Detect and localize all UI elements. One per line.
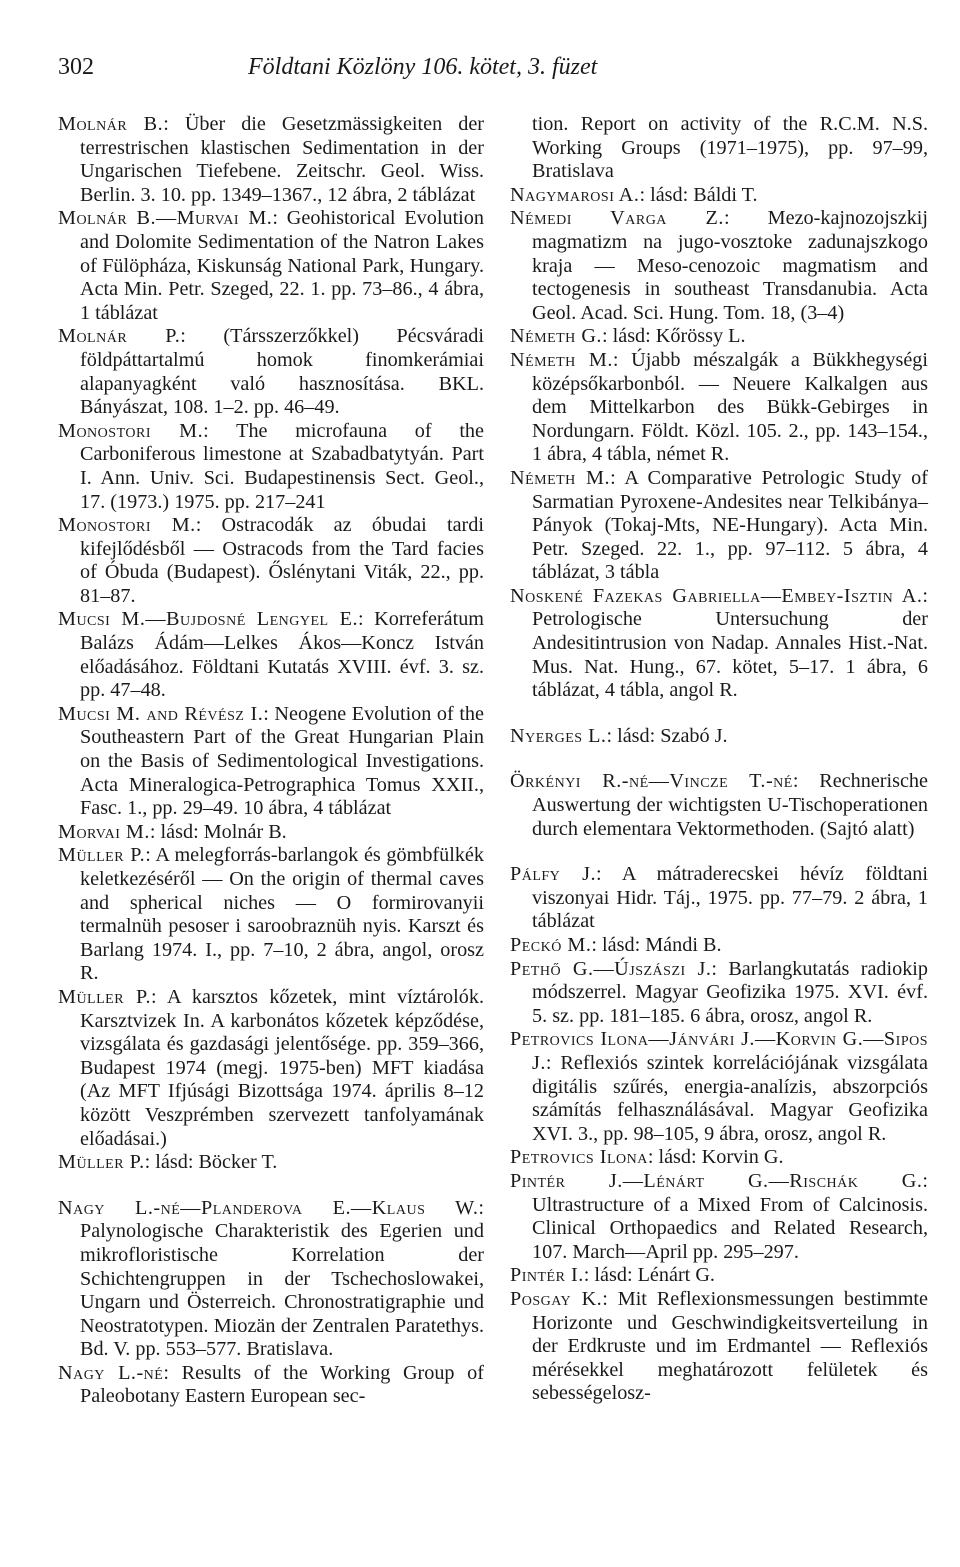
entry-author: Nagy L.-né: [58, 1361, 164, 1384]
entry-author: Müller P.: [58, 844, 146, 867]
entry-author: Pálfy J.: [510, 863, 597, 886]
entry-text: : Ostracodák az óbudai tardi kifejlődésből — Ostracods from the Tard facies of Óbuda (Budapest). Őslénytani Viták, 22., pp. 81–87.: [80, 514, 484, 607]
entry-text: : Mezo-kajnozojszkij magmatizm na jugo-vosztoke zadunajszkogo kraja — Meso-cenozoic magmatism and tectogenesis in southeast Transdanubia. Acta Geol. Acad. Sci. Hung. Tom. 18, (3–4): [532, 207, 929, 324]
bibliography-entry: [510, 325, 928, 349]
bibliography-entry: [58, 703, 484, 821]
bibliography-entry: [58, 113, 484, 207]
entry-author: Molnár B.—Murvai M.: [58, 207, 273, 230]
entry-author: Pintér J.—Lénárt G.—Rischák G.: [510, 1169, 923, 1192]
bibliography-entry: [510, 113, 928, 184]
bibliography-entry: [58, 986, 484, 1151]
bibliography-entry: [58, 420, 484, 514]
bibliography-entry: [510, 1028, 928, 1146]
entry-text: : lásd: Mándi B.: [591, 934, 722, 956]
bibliography-entry: [510, 725, 928, 749]
entry-text: : A Comparative Petrologic Study of Sarmatian Pyroxene-Andesites near Telkibánya–Pányok (Tokaj-Mts, NE-Hungary). Acta Min. Petr. Szeged. 22. 1., pp. 97–112. 5 ábra, 4 táblázat, 3 tábla: [532, 466, 929, 584]
bibliography-entry: [510, 184, 928, 208]
bibliography-entry: [510, 770, 928, 841]
entry-author: Nagymarosi A.: [510, 183, 640, 206]
bibliography-entry: [510, 349, 928, 467]
page-number: 302: [58, 54, 94, 80]
entry-author: Monostori M.: [58, 419, 204, 442]
entry-text: : A mátraderecskei hévíz földtani viszonyai Hidr. Táj., 1975. pp. 77–79. 2 ábra, 1 táblázat: [532, 863, 928, 933]
entry-text: : lásd: Kőrössy L.: [601, 325, 746, 348]
entry-text: : Results of the Working Group of Paleobotany Eastern European sec-: [80, 1361, 484, 1408]
bibliography-entry: [58, 821, 484, 845]
entry-author: Molnár P.: [58, 325, 181, 348]
entry-author: Molnár B.: [58, 113, 164, 135]
entry-author: Müller P.: [58, 1151, 145, 1174]
entry-text: : Über die Gesetzmässigkeiten der terrestrischen klastischen Sedimentation in der Ungarischen Tiefebene. Zeitschr. Geol. Wiss. Berlin. 3. 10. pp. 1349–1367., 12 ábra, 2 táblázat: [80, 113, 484, 206]
entry-text: : Neogene Evolution of the Southeastern Part of the Great Hungarian Plain on the Basis of Sedimentological Investigations. Acta Mineralogica-Petrographica Tomus XXII., Fasc. 1., pp. 29–49. 10 ábra, 4 táblázat: [80, 702, 484, 820]
entry-text: : Palynologische Charakteristik des Egerien und mikrofloristische Korrelation der Schichtengruppen in der Tschechoslowakei, Ungarn und Österreich. Chronostratigraphie und Neostratotypen. Miozän der Zentralen Paratethys. Bd. V. pp. 553–577. Bratislava.: [80, 1196, 484, 1361]
entry-text: : Barlangkutatás radiokip módszerrel. Magyar Geofizika 1975. XVI. évf. 5. sz. pp. 181–185. 6 ábra, orosz, angol R.: [532, 957, 928, 1027]
bibliography-entry: [510, 467, 928, 585]
bibliography-entry: [58, 1362, 484, 1409]
entry-author: Monostori M.: [58, 514, 196, 537]
bibliography-entry: [58, 1151, 484, 1175]
entry-author: Posgay K.: [510, 1287, 603, 1310]
bibliography-entry: [510, 1288, 928, 1406]
entry-text: : lásd: Korvin G.: [647, 1146, 784, 1169]
bibliography-entry: [58, 1197, 484, 1362]
entry-author: Nagy L.-né—Planderova E.—Klaus W.: [58, 1196, 479, 1219]
entry-author: Petrovics Ilona: [510, 1146, 648, 1169]
bibliography-entry: [58, 514, 484, 608]
entry-text: tion. Report on activity of the R.C.M. N.S. Working Groups (1971–1975), pp. 97–99, Bratislava: [532, 113, 928, 183]
entry-author: Némedi Varga Z.: [510, 207, 724, 230]
entry-text: : A melegforrás-barlangok és gömbfülkék keletkezéséről — On the origin of thermal caves and spherical niches — O formirovanyii termalnüh pesoser i saroobraznüh nyis. Karszt és Barlang 1974. I., pp. 7–10, 2 ábra, angol, orosz R.: [80, 844, 484, 985]
left-column: [58, 113, 484, 1409]
bibliography-entry: [510, 1146, 928, 1170]
entry-text: : Rechnerische Auswertung der wichtigsten U-Tischoperationen durch elementara Vektormethoden. (Sajtó alatt): [532, 770, 928, 840]
entry-author: Peckó M.: [510, 934, 592, 956]
entry-text: : lásd: Böcker T.: [144, 1151, 278, 1174]
bibliography-entry: [510, 1264, 928, 1288]
entry-text: : The microfauna of the Carboniferous limestone at Szabadbatytyán. Part I. Ann. Univ. Sci. Budapestinensis Sect. Geol., 17. (1973.) 1975. pp. 217–241: [80, 419, 484, 513]
bibliography-entry: [510, 585, 928, 703]
entry-author: Örkényi R.-né—Vincze T.-né: [510, 770, 793, 793]
entry-author: Németh M.: [510, 348, 613, 371]
bibliography-entry: [510, 958, 928, 1029]
bibliography-entry: [510, 207, 928, 325]
bibliography-entry: [58, 608, 484, 702]
entry-text: : lásd: Molnár B.: [149, 820, 287, 843]
entry-author: Morvai M.: [58, 820, 150, 843]
entry-text: : Újabb mészalgák a Bükkhegységi középsőkarbonból. — Neuere Kalkalgen aus dem Mittelkarbon des Bükk-Gebirges in Nordungarn. Földt. Közl. 105. 2., pp. 143–154., 1 ábra, 4 tábla, német R.: [532, 348, 929, 466]
entry-text: : Reflexiós szintek korrelációjának vizsgálata digitális szűrés, energia-analízis, abszorpciós számítás felhasználásával. Magyar Geofizika XVI. 3., pp. 98–105, 9 ábra, orosz, angol R.: [532, 1051, 928, 1145]
journal-title: Földtani Közlöny 106. kötet, 3. füzet: [248, 54, 598, 80]
entry-author: Nyerges L.: [510, 724, 607, 747]
entry-text: : Geohistorical Evolution and Dolomite Sedimentation of the Natron Lakes of Fülöpháza, Kiskunság National Park, Hungary. Acta Min. Petr. Szeged, 22. 1. pp. 73–86., 4 ábra, 1 táblázat: [80, 207, 484, 324]
right-column: [510, 113, 928, 1406]
entry-author: Németh M.: [510, 466, 611, 489]
entry-author: Mucsi M. and Révész I.: [58, 702, 264, 725]
bibliography-entry: [58, 325, 484, 419]
entry-text: : Mit Reflexionsmessungen bestimmte Horizonte und Geschwindigkeitsverteilung in der Erdkruste und im Erdmantel — Reflexiós mérésekkel meghatározott felületek és sebességelosz-: [532, 1287, 928, 1405]
entry-text: : Korreferátum Balázs Ádám—Lelkes Ákos—Koncz István előadásához. Földtani Kutatás XVIII. évf. 3. sz. pp. 47–48.: [80, 608, 485, 702]
entry-author: Müller P.: [58, 985, 152, 1008]
entry-author: Pethő G.—Újszászi J.: [510, 957, 712, 980]
entry-author: Pintér I.: [510, 1264, 584, 1287]
entry-author: Noskené Fazekas Gabriella—Embey-Isztin A.: [510, 584, 923, 607]
bibliography-entry: [510, 1170, 928, 1264]
bibliography-entry: [510, 863, 928, 934]
entry-text: : lásd: Báldi T.: [639, 183, 758, 206]
entry-text: : A karsztos kőzetek, mint víztárolók. Karsztvizek In. A karbonátos kőzetek képződése, vizsgálata és gazdasági jelentősége. pp. 359–366, Budapest 1974 (megj. 1975-ben) MFT kiadása (Az MFT Ifjúsági Bizottsága 1974. április 8–12 között Veszprémben szervezett tanfolyamának előadásai.): [80, 985, 484, 1150]
bibliography-entry: [58, 844, 484, 986]
page-header: [58, 50, 920, 84]
entry-text: : (Társszerzőkkel) Pécsváradi földpáttartalmú homok finomkerámiai alapanyagként való hasznosítása. BKL. Bányászat, 108. 1–2. pp. 46–49.: [80, 325, 484, 419]
entry-text: : lásd: Lénárt G.: [583, 1264, 715, 1287]
entry-author: Mucsi M.—Bujdosné Lengyel E.: [58, 608, 359, 631]
entry-text: : lásd: Szabó J.: [606, 724, 728, 747]
entry-text: : Ultrastructure of a Mixed From of Calcinosis. Clinical Orthopaedics and Related Research, 107. March—April pp. 295–297.: [532, 1169, 928, 1263]
entry-author: Németh G.: [510, 325, 602, 348]
bibliography-entry: [510, 934, 928, 958]
entry-text: : Petrologische Untersuchung der Andesitintrusion von Nadap. Annales Hist.-Nat. Mus. Nat. Hung., 67. kötet, 5–17. 1 ábra, 6 táblázat, 4 tábla, angol R.: [532, 584, 928, 702]
entry-author: Petrovics Ilona—Jánvári J.—Korvin G.—Sipos J.: [510, 1028, 928, 1074]
bibliography-entry: [58, 207, 484, 325]
